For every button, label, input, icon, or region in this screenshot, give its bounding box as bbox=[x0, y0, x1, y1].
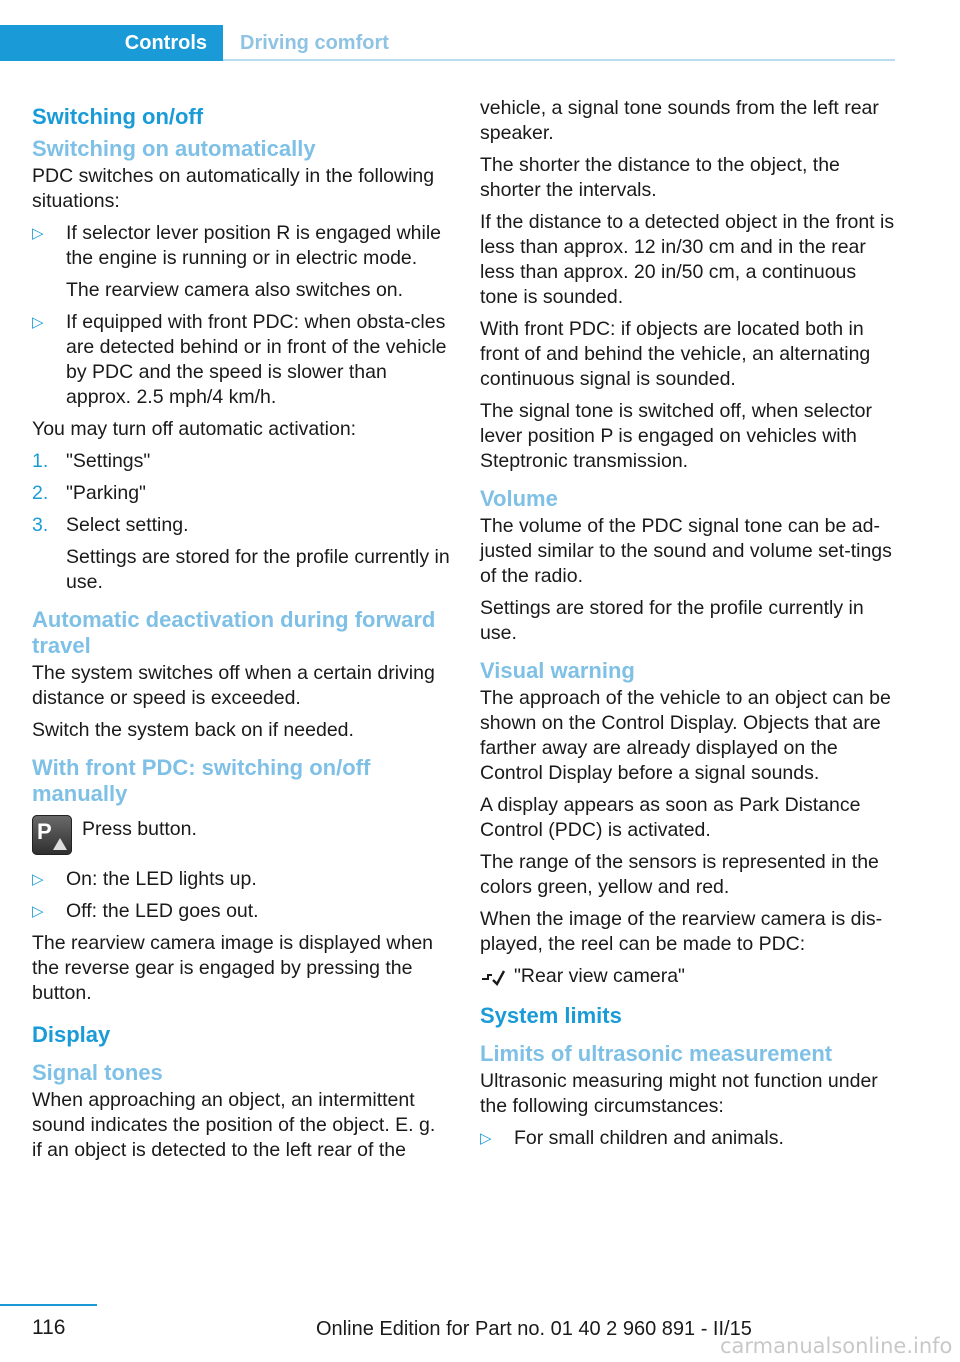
list-item: 1. "Settings" bbox=[32, 450, 151, 472]
left-column bbox=[32, 96, 450, 1170]
paragraph: A display appears as soon as Park Distance Control (PDC) is activated. bbox=[480, 794, 861, 841]
heading-switching-auto: Switching on automatically bbox=[32, 136, 316, 161]
rear-camera-icon bbox=[480, 967, 506, 987]
rear-camera-label: "Rear view camera" bbox=[514, 965, 685, 987]
heading-signal-tones: Signal tones bbox=[32, 1060, 163, 1085]
triangle-bullet-icon: ▷ bbox=[32, 903, 44, 920]
paragraph: The volume of the PDC signal tone can be ad-justed similar to the sound and volume set-tings of the radio. bbox=[480, 515, 892, 587]
paragraph: The approach of the vehicle to an object can be shown on the Control Display. Objects that are farther away are already displayed on the Control Display before a signal sounds. bbox=[480, 687, 891, 784]
heading-volume: Volume bbox=[480, 486, 558, 511]
press-button-text: Press button. bbox=[82, 818, 197, 840]
heading-ultrasonic-limits: Limits of ultrasonic measurement bbox=[480, 1041, 833, 1066]
heading-front-pdc: With front PDC: switching on/off manually bbox=[32, 755, 371, 806]
paragraph: The signal tone is switched off, when selector lever position P is engaged on vehicles with Steptronic transmission. bbox=[480, 400, 873, 472]
edition-text: Online Edition for Part no. 01 40 2 960 891 - II/15 bbox=[316, 1318, 752, 1340]
watermark: carmanualsonline.info bbox=[720, 1334, 953, 1358]
list-item: 3. Select setting. Settings are stored for the profile currently in use. bbox=[32, 514, 450, 593]
page-header bbox=[0, 25, 895, 62]
footer-rule bbox=[0, 1304, 97, 1306]
paragraph: If the distance to a detected object in the front is less than approx. 12 in/30 cm and in the rear less than approx. 20 in/50 cm, a continuous tone is sounded. bbox=[480, 211, 895, 308]
pdc-button-icon: P bbox=[32, 815, 72, 855]
list-item: ▷ If selector lever position R is engaged while the engine is running or in electric mode. The rearview camera also switches on. bbox=[32, 222, 442, 301]
paragraph: The rearview camera image is displayed when the reverse gear is engaged by pressing the button. bbox=[32, 932, 434, 1004]
heading-display: Display bbox=[32, 1022, 111, 1047]
paragraph: When the image of the rearview camera is dis-played, the reel can be made to PDC: bbox=[480, 908, 883, 955]
paragraph: When approaching an object, an intermittent sound indicates the position of the object. E. g. if an object is detected to the left rear of the bbox=[32, 1089, 436, 1161]
list-item: 2. "Parking" bbox=[32, 482, 146, 504]
press-button-row bbox=[32, 817, 450, 857]
triangle-bullet-icon: ▷ bbox=[32, 225, 44, 242]
section-tab-controls: Controls bbox=[0, 25, 223, 61]
heading-deactivation: Automatic deactivation during forward travel bbox=[32, 607, 436, 658]
list-item: ▷ Off: the LED goes out. bbox=[32, 900, 259, 922]
paragraph: vehicle, a signal tone sounds from the left rear speaker. bbox=[480, 97, 879, 144]
bullet-list bbox=[480, 1126, 895, 1151]
heading-visual-warning: Visual warning bbox=[480, 658, 635, 683]
heading-system-limits: System limits bbox=[480, 1003, 622, 1028]
rear-camera-row bbox=[480, 964, 895, 989]
triangle-bullet-icon: ▷ bbox=[32, 871, 44, 888]
numbered-list bbox=[32, 449, 450, 595]
header-rule bbox=[223, 59, 895, 61]
list-item: ▷ For small children and animals. bbox=[480, 1127, 784, 1149]
bullet-list bbox=[32, 867, 450, 924]
paragraph: You may turn off automatic activation: bbox=[32, 418, 357, 440]
paragraph: The shorter the distance to the object, the shorter the intervals. bbox=[480, 154, 840, 201]
list-item: ▷ On: the LED lights up. bbox=[32, 868, 257, 890]
page-number: 116 bbox=[32, 1316, 66, 1339]
bullet-list bbox=[32, 221, 450, 410]
paragraph: With front PDC: if objects are located both in front of and behind the vehicle, an alternating continuous signal is sounded. bbox=[480, 318, 871, 390]
triangle-bullet-icon: ▷ bbox=[480, 1130, 492, 1147]
list-item: ▷ If equipped with front PDC: when obsta-cles are detected behind or in front of the vehicle by PDC and the speed is slower than approx. 2.5 mph/4 km/h. bbox=[32, 311, 447, 408]
section-tab-driving-comfort: Driving comfort bbox=[240, 32, 389, 54]
paragraph: Settings are stored for the profile currently in use. bbox=[480, 597, 864, 644]
paragraph: Switch the system back on if needed. bbox=[32, 719, 354, 741]
triangle-bullet-icon: ▷ bbox=[32, 314, 44, 331]
paragraph: The system switches off when a certain driving distance or speed is exceeded. bbox=[32, 662, 435, 709]
paragraph: The range of the sensors is represented in the colors green, yellow and red. bbox=[480, 851, 879, 898]
right-column bbox=[480, 96, 895, 1158]
paragraph: Ultrasonic measuring might not function under the following circumstances: bbox=[480, 1070, 878, 1117]
heading-switching: Switching on/off bbox=[32, 104, 204, 129]
paragraph: PDC switches on automatically in the following situations: bbox=[32, 165, 435, 212]
